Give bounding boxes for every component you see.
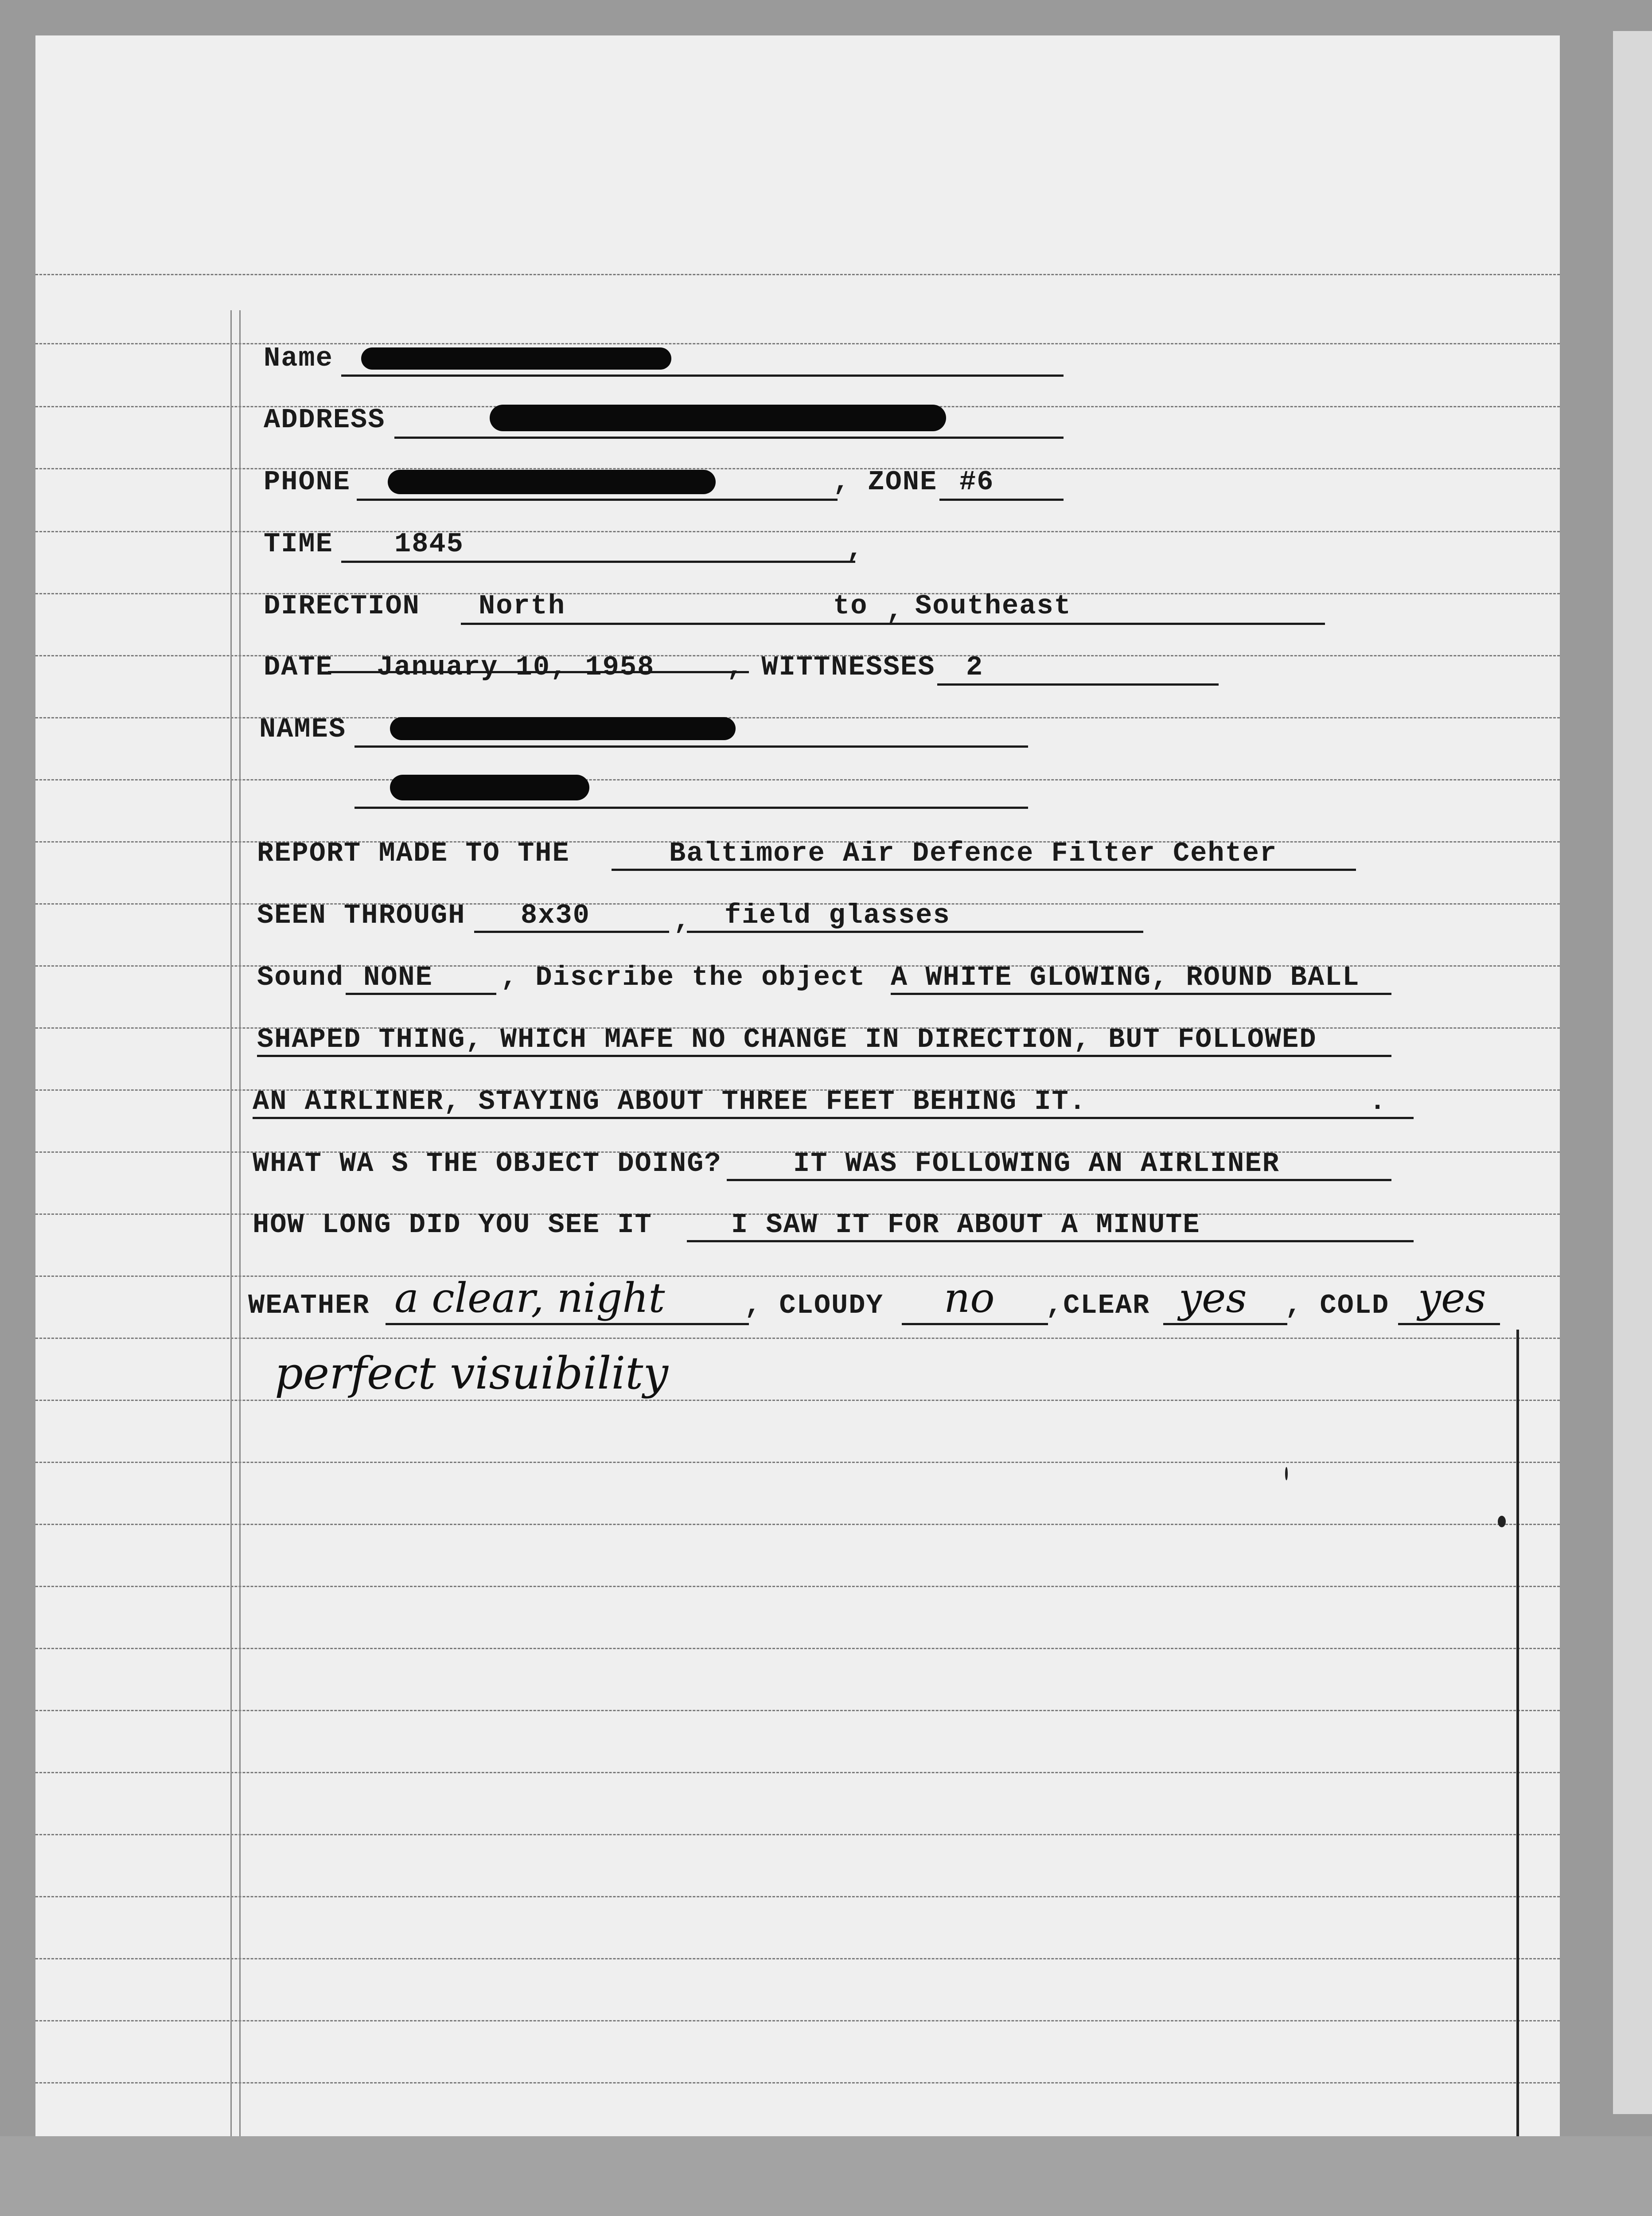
- form-sheet: [35, 35, 1560, 2136]
- report-value: Baltimore Air Defence Filter Cehter: [669, 838, 1278, 869]
- name-label: Name: [264, 343, 333, 374]
- seen-underline-2: [687, 931, 1143, 933]
- date-label: DATE: [264, 652, 333, 683]
- ruled-line: [35, 779, 1560, 780]
- ruled-line: [35, 1834, 1560, 1835]
- address-label: ADDRESS: [264, 404, 386, 436]
- describe-line-2: SHAPED THING, WHICH MAFE NO CHANGE IN DIRECTION, BUT FOLLOWED: [257, 1024, 1317, 1055]
- margin-line: [230, 310, 232, 2150]
- seen-value-2: field glasses: [725, 900, 951, 931]
- describe-underline-2: [257, 1055, 1391, 1057]
- ruled-line: [35, 1586, 1560, 1587]
- cold-underline: [1398, 1323, 1500, 1325]
- ruled-line: [35, 2082, 1560, 2083]
- clear-handwritten: yes: [1179, 1274, 1247, 1322]
- ruled-line: [35, 1400, 1560, 1401]
- zone-underline: [939, 499, 1064, 501]
- sound-underline: [346, 993, 496, 995]
- ruled-line: [35, 1276, 1560, 1277]
- report-underline: [612, 869, 1356, 871]
- howlong-underline: [687, 1240, 1414, 1242]
- describe-label: , Discribe the object: [501, 962, 866, 993]
- names-underline-2: [355, 807, 1028, 809]
- seen-label: SEEN THROUGH: [257, 900, 466, 931]
- time-comma: ,: [846, 534, 864, 565]
- zone-label: , ZONE: [833, 466, 938, 498]
- sound-label: Sound: [257, 962, 344, 993]
- sound-value: NONE: [363, 962, 433, 993]
- phone-label: PHONE: [264, 466, 351, 498]
- remarks-handwritten: perfect visuibility: [275, 1347, 668, 1399]
- doing-value: IT WAS FOLLOWING AN AIRLINER: [793, 1148, 1280, 1179]
- address-underline: [394, 437, 1064, 439]
- redaction-bar: [390, 717, 736, 740]
- margin-line: [239, 310, 241, 2150]
- speck: [1285, 1467, 1288, 1480]
- howlong-label: HOW LONG DID YOU SEE IT: [253, 1209, 652, 1241]
- redaction-bar: [388, 470, 716, 494]
- scan-margin: [1613, 31, 1652, 2114]
- direction-from-value: North: [479, 590, 566, 622]
- cloudy-underline: [902, 1323, 1048, 1325]
- ruled-line: [35, 1524, 1560, 1525]
- weather-label: WEATHER: [248, 1290, 370, 1321]
- ruled-line: [35, 1772, 1560, 1773]
- date-value: January 10, 1958: [377, 652, 655, 683]
- page-edge: [1516, 1330, 1519, 2136]
- describe-underline-3: [253, 1117, 1414, 1119]
- scan-background: [0, 2136, 1652, 2216]
- redaction-bar: [361, 347, 671, 370]
- weather-handwritten: a clear, night: [394, 1274, 665, 1322]
- redaction-bar: [390, 775, 589, 800]
- report-label: REPORT MADE TO THE: [257, 838, 570, 869]
- describe-line-3: AN AIRLINER, STAYING ABOUT THREE FEET BEHING IT.: [253, 1086, 1087, 1117]
- zone-value: #6: [959, 466, 994, 498]
- names-label: NAMES: [259, 714, 347, 745]
- ruled-line: [35, 1896, 1560, 1897]
- ruled-line: [35, 1462, 1560, 1463]
- ruled-line: [35, 1710, 1560, 1711]
- ruled-line: [35, 1958, 1560, 1959]
- cold-label: , COLD: [1285, 1290, 1390, 1321]
- time-label: TIME: [264, 528, 333, 560]
- time-value: 1845: [394, 528, 464, 560]
- weather-underline: [386, 1323, 749, 1325]
- witnesses-value: 2: [966, 652, 984, 683]
- describe-underline-1: [891, 993, 1391, 995]
- phone-underline: [357, 499, 838, 501]
- witnesses-label: , WITTNESSES: [727, 652, 935, 683]
- ruled-line: [35, 274, 1560, 275]
- time-underline: [341, 561, 855, 563]
- direction-to-label: to: [833, 590, 868, 622]
- cloudy-label: , CLOUDY: [744, 1290, 884, 1321]
- redaction-bar: [490, 405, 946, 431]
- names-underline: [355, 745, 1028, 748]
- date-strikeline: [328, 671, 749, 673]
- clear-label: ,CLEAR: [1046, 1290, 1150, 1321]
- cloudy-handwritten: no: [944, 1274, 995, 1322]
- describe-period: .: [1369, 1086, 1387, 1117]
- ruled-line: [35, 1648, 1560, 1649]
- doing-underline: [727, 1179, 1391, 1181]
- direction-to-value: Southeast: [915, 590, 1071, 622]
- speck: [1498, 1516, 1506, 1527]
- doing-label: WHAT WA S THE OBJECT DOING?: [253, 1148, 722, 1179]
- witnesses-underline: [937, 683, 1219, 686]
- ruled-line: [35, 2020, 1560, 2021]
- direction-label: DIRECTION: [264, 590, 420, 622]
- cold-handwritten: yes: [1418, 1274, 1486, 1322]
- seen-comma: ,: [674, 905, 691, 936]
- direction-comma: ,: [886, 595, 904, 626]
- ruled-line: [35, 1338, 1560, 1339]
- howlong-value: I SAW IT FOR ABOUT A MINUTE: [731, 1209, 1200, 1241]
- describe-line-1: A WHITE GLOWING, ROUND BALL: [891, 962, 1360, 993]
- name-underline: [341, 375, 1064, 377]
- clear-underline: [1163, 1323, 1287, 1325]
- direction-underline: [461, 623, 1325, 625]
- seen-underline: [474, 931, 669, 933]
- seen-value: 8x30: [521, 900, 590, 931]
